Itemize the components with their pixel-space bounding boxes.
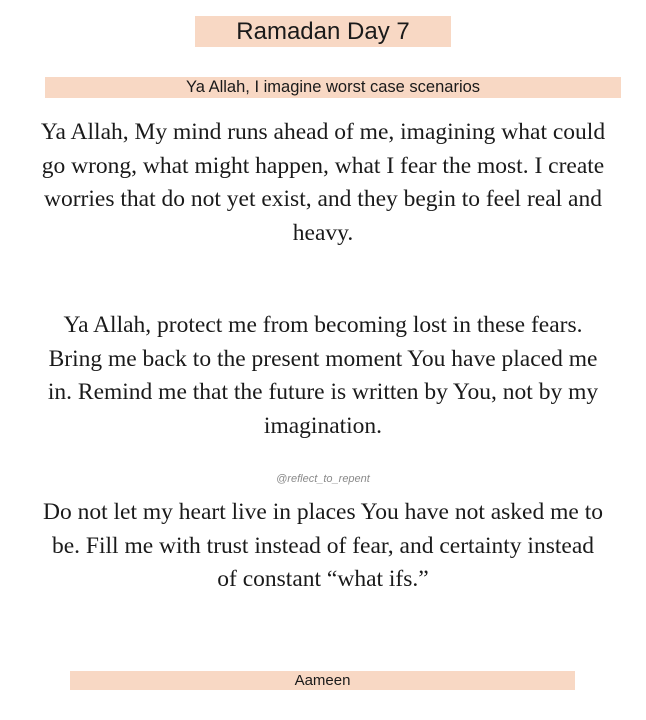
page-title: Ramadan Day 7: [236, 17, 410, 45]
dua-paragraph-1: Ya Allah, My mind runs ahead of me, imagining what could go wrong, what might happen, what I fear the most. I create worries that do not yet exist, and they begin to feel real and heavy.: [40, 119, 606, 246]
closing-text: Aameen: [294, 672, 351, 689]
page-subtitle: Ya Allah, I imagine worst case scenarios: [185, 78, 481, 96]
subtitle-banner: [45, 77, 621, 98]
watermark-handle: @reflect_to_repent: [276, 473, 370, 485]
dua-paragraph-3: Do not let my heart live in places You have not asked me to be. Fill me with trust instead of fear, and certainty instead of constant “what ifs.”: [43, 499, 603, 592]
dua-paragraph-2: Ya Allah, protect me from becoming lost in these fears. Bring me back to the present moment You have placed me in. Remind me that the future is written by You, not by my imagination.: [47, 312, 599, 439]
closing-banner: [70, 671, 575, 690]
title-banner: [195, 16, 451, 47]
